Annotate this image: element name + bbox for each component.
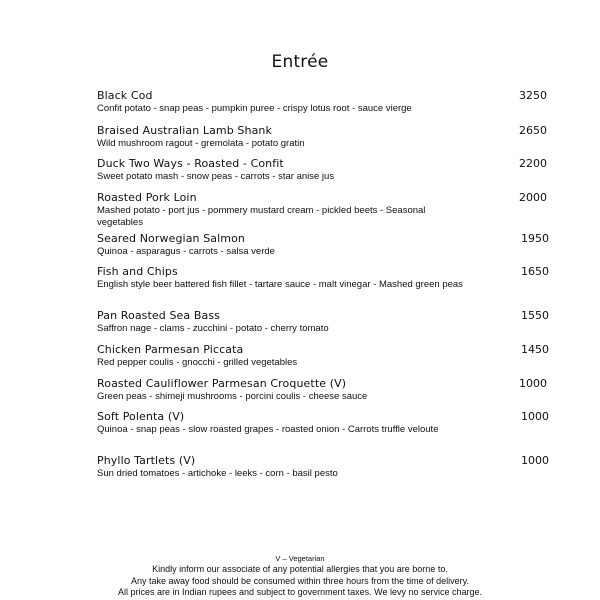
menu-footer: [0, 554, 600, 599]
dish-description: Red pepper coulis - gnocchi - grilled vegetables: [97, 357, 298, 368]
menu-item: [97, 124, 549, 150]
dish-name: Roasted Pork Loin: [97, 191, 197, 204]
dish-price: 3250: [519, 89, 547, 102]
dish-price: 1450: [521, 343, 549, 356]
dish-description: Saffron nage - clams - zucchini - potato - cherry tomato: [97, 323, 329, 334]
dish-description: Green peas - shimeji mushrooms - porcini coulis - cheese sauce: [97, 391, 368, 402]
menu-item: [97, 454, 549, 480]
dish-description: Sun dried tomatoes - artichoke - leeks - corn - basil pesto: [97, 468, 338, 479]
dish-price: 2200: [519, 157, 547, 170]
menu-item: [97, 157, 549, 183]
dish-name: Pan Roasted Sea Bass: [97, 309, 220, 322]
dish-description: English style beer battered fish fillet - tartare sauce - malt vinegar - Mashed green peas: [97, 279, 463, 290]
dish-description: Mashed potato - port jus - pommery mustard cream - pickled beets - Seasonal vegetables: [97, 205, 426, 228]
dish-description: Sweet potato mash - snow peas - carrots - star anise jus: [97, 171, 335, 182]
dish-name: Seared Norwegian Salmon: [97, 232, 246, 245]
dish-price: 1550: [521, 309, 549, 322]
menu-item: [97, 343, 549, 369]
dish-price: 1000: [519, 377, 547, 390]
dish-price: 2650: [519, 124, 547, 137]
dish-description: Quinoa - snap peas - slow roasted grapes - roasted onion - Carrots truffle veloute: [97, 424, 439, 435]
dish-description: Quinoa - asparagus - carrots - salsa verde: [97, 246, 275, 257]
dish-name: Duck Two Ways - Roasted - Confit: [97, 157, 284, 170]
dish-name: Soft Polenta (V): [97, 410, 185, 423]
menu-item: [97, 309, 549, 335]
dish-price: 2000: [519, 191, 547, 204]
dish-name: Braised Australian Lamb Shank: [97, 124, 272, 137]
menu-item: [97, 89, 549, 115]
dish-name: Phyllo Tartlets (V): [97, 454, 196, 467]
menu-item: [97, 232, 549, 258]
price-note: All prices are in Indian rupees and subject to government taxes. We levy no service charge.: [117, 587, 483, 597]
dish-price: 1650: [521, 265, 549, 278]
dish-name: Fish and Chips: [97, 265, 178, 278]
dish-price: 1950: [521, 232, 549, 245]
menu-item: [97, 410, 549, 436]
dish-name: Roasted Cauliflower Parmesan Croquette (V): [97, 377, 347, 390]
menu-item: [97, 265, 549, 291]
vegetarian-legend: V – Vegetarian: [275, 554, 325, 563]
page-title: Entrée: [271, 52, 329, 72]
dish-name: Chicken Parmesan Piccata: [97, 343, 244, 356]
dish-price: 1000: [521, 410, 549, 423]
dish-description: Confit potato - snap peas - pumpkin puree - crispy lotus root - sauce vierge: [97, 103, 412, 114]
dish-name: Black Cod: [97, 89, 153, 102]
dish-price: 1000: [521, 454, 549, 467]
takeaway-note: Any take away food should be consumed within three hours from the time of delivery.: [130, 575, 469, 586]
dish-description: Wild mushroom ragout - gremolata - potato gratin: [97, 138, 305, 149]
allergy-note: Kindly inform our associate of any potential allergies that you are borne to.: [152, 564, 448, 574]
menu-item: [97, 191, 549, 228]
menu-item: [97, 377, 549, 403]
